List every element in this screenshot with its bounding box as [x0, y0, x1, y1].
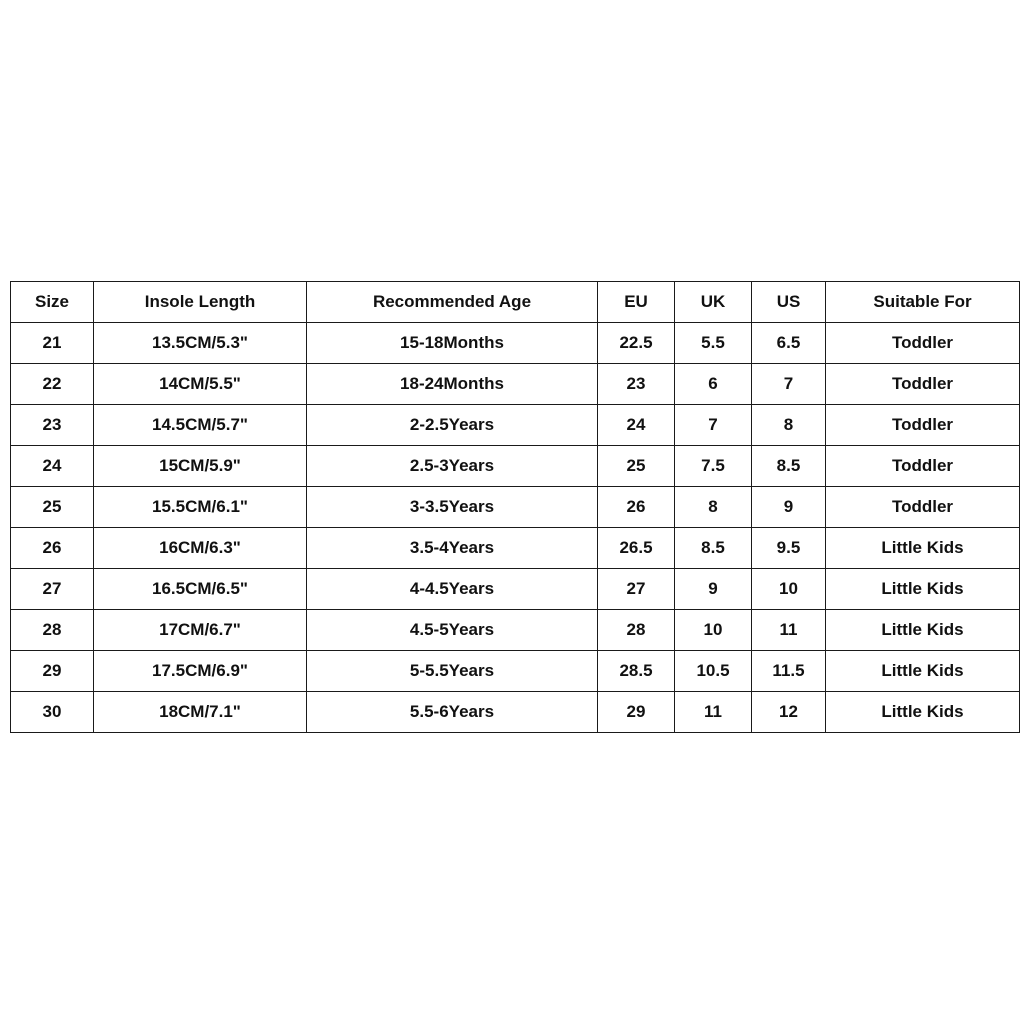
cell-uk: 10.5 — [675, 651, 752, 692]
table-row — [11, 569, 1020, 610]
table-row — [11, 692, 1020, 733]
header-size: Size — [11, 282, 94, 323]
header-us: US — [752, 282, 826, 323]
table-row — [11, 651, 1020, 692]
cell-recommended-age: 3.5-4Years — [307, 528, 598, 569]
cell-size: 29 — [11, 651, 94, 692]
table-row — [11, 323, 1020, 364]
cell-us: 10 — [752, 569, 826, 610]
table-row — [11, 610, 1020, 651]
cell-suitable-for: Toddler — [826, 446, 1020, 487]
cell-uk: 10 — [675, 610, 752, 651]
cell-size: 27 — [11, 569, 94, 610]
cell-eu: 26 — [598, 487, 675, 528]
cell-eu: 27 — [598, 569, 675, 610]
cell-eu: 26.5 — [598, 528, 675, 569]
cell-size: 26 — [11, 528, 94, 569]
cell-uk: 7 — [675, 405, 752, 446]
cell-suitable-for: Little Kids — [826, 651, 1020, 692]
cell-us: 8.5 — [752, 446, 826, 487]
cell-suitable-for: Little Kids — [826, 569, 1020, 610]
cell-recommended-age: 5.5-6Years — [307, 692, 598, 733]
cell-insole-length: 13.5CM/5.3" — [94, 323, 307, 364]
cell-us: 6.5 — [752, 323, 826, 364]
cell-suitable-for: Toddler — [826, 405, 1020, 446]
cell-recommended-age: 4.5-5Years — [307, 610, 598, 651]
cell-recommended-age: 2-2.5Years — [307, 405, 598, 446]
cell-recommended-age: 3-3.5Years — [307, 487, 598, 528]
cell-us: 7 — [752, 364, 826, 405]
header-eu: EU — [598, 282, 675, 323]
cell-uk: 6 — [675, 364, 752, 405]
cell-us: 9 — [752, 487, 826, 528]
cell-uk: 9 — [675, 569, 752, 610]
cell-suitable-for: Little Kids — [826, 528, 1020, 569]
cell-uk: 8 — [675, 487, 752, 528]
cell-size: 22 — [11, 364, 94, 405]
cell-insole-length: 16.5CM/6.5" — [94, 569, 307, 610]
cell-insole-length: 17.5CM/6.9" — [94, 651, 307, 692]
table-header-row — [11, 282, 1020, 323]
cell-recommended-age: 4-4.5Years — [307, 569, 598, 610]
header-recommended-age: Recommended Age — [307, 282, 598, 323]
cell-eu: 25 — [598, 446, 675, 487]
cell-suitable-for: Toddler — [826, 323, 1020, 364]
cell-us: 12 — [752, 692, 826, 733]
cell-suitable-for: Toddler — [826, 487, 1020, 528]
cell-us: 11 — [752, 610, 826, 651]
cell-eu: 22.5 — [598, 323, 675, 364]
cell-insole-length: 16CM/6.3" — [94, 528, 307, 569]
cell-insole-length: 15CM/5.9" — [94, 446, 307, 487]
cell-eu: 28 — [598, 610, 675, 651]
header-uk: UK — [675, 282, 752, 323]
table-row — [11, 528, 1020, 569]
cell-size: 25 — [11, 487, 94, 528]
cell-size: 24 — [11, 446, 94, 487]
header-insole-length: Insole Length — [94, 282, 307, 323]
cell-size: 28 — [11, 610, 94, 651]
cell-size: 23 — [11, 405, 94, 446]
cell-eu: 23 — [598, 364, 675, 405]
cell-suitable-for: Little Kids — [826, 610, 1020, 651]
cell-suitable-for: Little Kids — [826, 692, 1020, 733]
cell-eu: 24 — [598, 405, 675, 446]
cell-insole-length: 18CM/7.1" — [94, 692, 307, 733]
cell-us: 9.5 — [752, 528, 826, 569]
cell-uk: 5.5 — [675, 323, 752, 364]
cell-insole-length: 14.5CM/5.7" — [94, 405, 307, 446]
table-row — [11, 487, 1020, 528]
table-row — [11, 446, 1020, 487]
cell-us: 8 — [752, 405, 826, 446]
cell-uk: 8.5 — [675, 528, 752, 569]
cell-size: 21 — [11, 323, 94, 364]
cell-insole-length: 15.5CM/6.1" — [94, 487, 307, 528]
cell-insole-length: 17CM/6.7" — [94, 610, 307, 651]
cell-uk: 7.5 — [675, 446, 752, 487]
cell-uk: 11 — [675, 692, 752, 733]
table-row — [11, 364, 1020, 405]
cell-recommended-age: 2.5-3Years — [307, 446, 598, 487]
cell-suitable-for: Toddler — [826, 364, 1020, 405]
cell-us: 11.5 — [752, 651, 826, 692]
cell-recommended-age: 5-5.5Years — [307, 651, 598, 692]
cell-eu: 29 — [598, 692, 675, 733]
header-suitable-for: Suitable For — [826, 282, 1020, 323]
cell-eu: 28.5 — [598, 651, 675, 692]
cell-recommended-age: 18-24Months — [307, 364, 598, 405]
cell-size: 30 — [11, 692, 94, 733]
cell-insole-length: 14CM/5.5" — [94, 364, 307, 405]
size-chart-table — [10, 281, 1020, 733]
cell-recommended-age: 15-18Months — [307, 323, 598, 364]
table-row — [11, 405, 1020, 446]
